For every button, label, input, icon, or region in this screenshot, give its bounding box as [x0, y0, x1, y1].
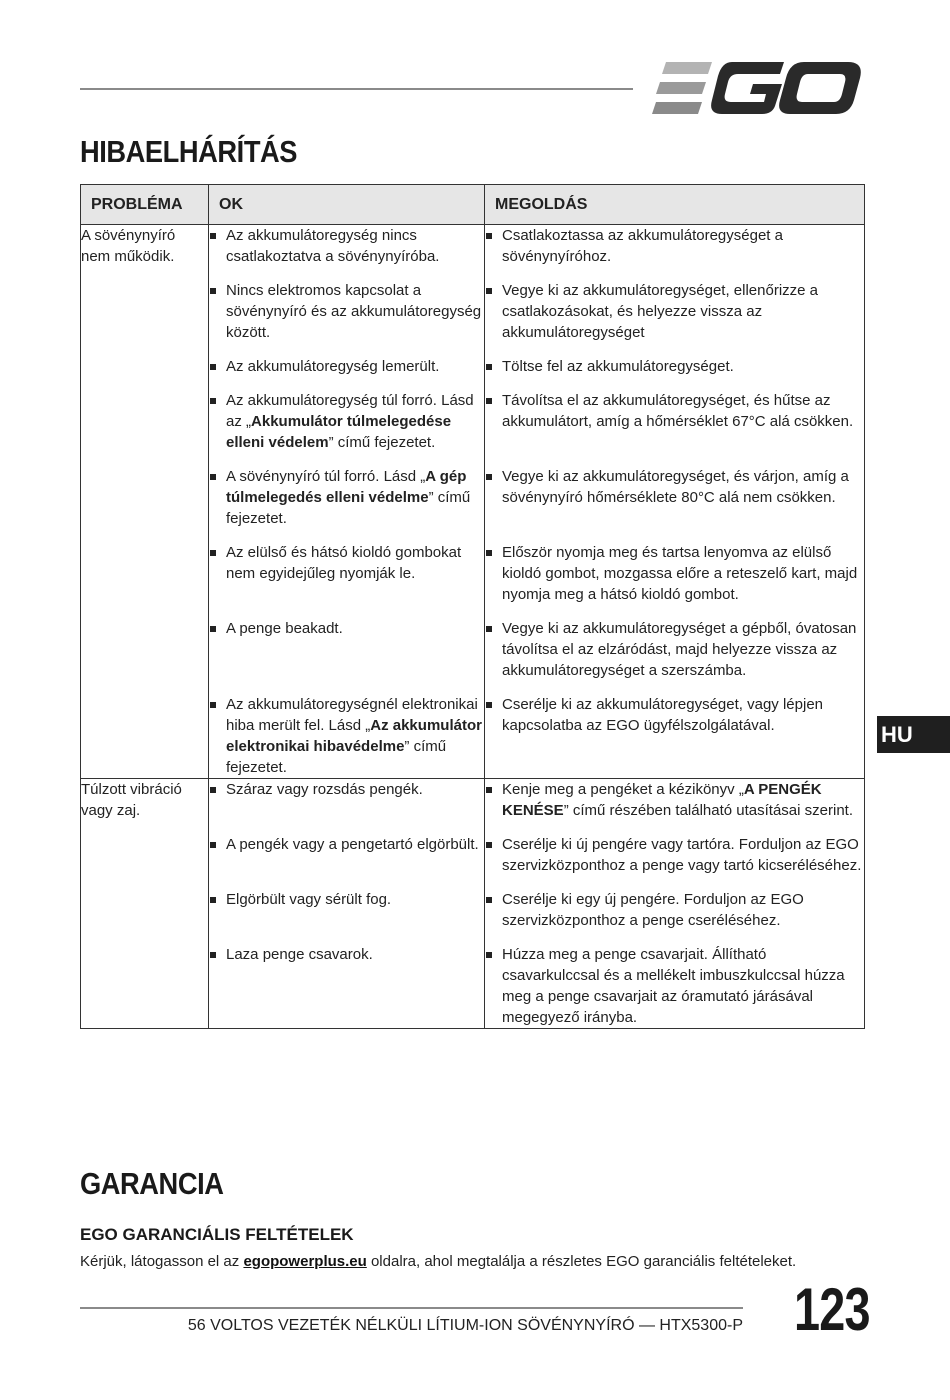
troubleshooting-title: HIBAELHÁRÍTÁS [80, 134, 298, 169]
warranty-title: GARANCIA [80, 1166, 224, 1201]
cause-item: A sövénynyíró túl forró. Lásd „A gép túlmelegedés elleni védelme” című fejezetet. [209, 466, 484, 529]
page-number: 123 [794, 1276, 870, 1343]
footer-product-title: 56 VOLTOS VEZETÉK NÉLKÜLI LÍTIUM-ION SÖVÉNYNYÍRÓ — HTX5300-P [187, 1317, 743, 1334]
warranty-text-before: Kérjük, látogasson el az [80, 1253, 244, 1270]
cause-item: Laza penge csavarok. [209, 944, 484, 1028]
warranty-text-after: oldalra, ahol megtalálja a részletes EGO garanciális feltételeket. [366, 1253, 797, 1270]
cause-item: Az akkumulátoregység túl forró. Lásd az „Akkumulátor túlmelegedése elleni védelem” című fejezetet. [209, 390, 484, 453]
header-rule [80, 88, 633, 90]
cause-item: Az akkumulátoregységnél elektronikai hiba merült fel. Lásd „Az akkumulátor elektronikai hibavédelme” című fejezetet. [209, 694, 484, 778]
cause-item: A penge beakadt. [209, 618, 484, 681]
cause-item: A pengék vagy a pengetartó elgörbült. [209, 834, 484, 876]
cause-item: Elgörbült vagy sérült fog. [209, 889, 484, 931]
cause-item: Száraz vagy rozsdás pengék. [209, 779, 484, 821]
solution-item: Húzza meg a penge csavarjait. Állítható csavarkulccsal és a mellékelt imbuszkulccsal húzza meg a penge csavarjait az óramutató járásával megegyező irányba. [485, 944, 864, 1028]
problem-cell: Túlzott vibráció vagy zaj. [81, 779, 209, 1029]
cause-cell [209, 225, 485, 779]
solution-item: Vegye ki az akkumulátoregységet, ellenőrizze a csatlakozásokat, és helyezze vissza az akkumulátoregységet [485, 280, 864, 343]
table-header-row [81, 185, 865, 225]
cause-item: Az akkumulátoregység nincs csatlakoztatva a sövénynyíróba. [209, 225, 484, 267]
solution-item: Cserélje ki új pengére vagy tartóra. Forduljon az EGO szervizközponthoz a penge vagy tartó kicseréléséhez. [485, 834, 864, 876]
cause-cell [209, 779, 485, 1029]
column-header-problem: PROBLÉMA [81, 185, 209, 225]
solution-item: Cserélje ki az akkumulátoregységet, vagy lépjen kapcsolatba az EGO ügyfélszolgálatával. [485, 694, 864, 778]
solution-cell [485, 225, 865, 779]
warranty-link[interactable]: egopowerplus.eu [243, 1253, 367, 1270]
cause-item: Nincs elektromos kapcsolat a sövénynyíró és az akkumulátoregység között. [209, 280, 484, 343]
ego-logo [652, 62, 862, 114]
warranty-text [80, 1253, 796, 1270]
solution-cell [485, 779, 865, 1029]
column-header-cause: OK [209, 185, 485, 225]
cause-item: Az elülső és hátsó kioldó gombokat nem egyidejűleg nyomják le. [209, 542, 484, 605]
problem-cell: A sövénynyíró nem működik. [81, 225, 209, 779]
solution-item: Cserélje ki egy új pengére. Forduljon az EGO szervizközponthoz a penge cseréléséhez. [485, 889, 864, 931]
footer-rule [80, 1307, 743, 1309]
cause-item: Az akkumulátoregység lemerült. [209, 356, 484, 377]
warranty-subtitle: EGO GARANCIÁLIS FELTÉTELEK [80, 1225, 354, 1244]
table-row [81, 779, 865, 1029]
troubleshooting-table [80, 184, 865, 1029]
language-tab: HU [877, 716, 950, 753]
solution-item: Töltse fel az akkumulátoregységet. [485, 356, 864, 377]
solution-item: Kenje meg a pengéket a kézikönyv „A PENGÉK KENÉSE” című részében található utasításai szerint. [485, 779, 864, 821]
solution-item: Csatlakoztassa az akkumulátoregységet a sövénynyíróhoz. [485, 225, 864, 267]
solution-item: Távolítsa el az akkumulátoregységet, és hűtse az akkumulátort, amíg a hőmérséklet 67°C alá csökken. [485, 390, 864, 453]
solution-item: Vegye ki az akkumulátoregységet, és várjon, amíg a sövénynyíró hőmérséklete 80°C alá nem csökken. [485, 466, 864, 529]
solution-item: Először nyomja meg és tartsa lenyomva az elülső kioldó gombot, mozgassa előre a reteszelő kart, majd nyomja meg a hátsó kioldó gombot. [485, 542, 864, 605]
column-header-solution: MEGOLDÁS [485, 185, 865, 225]
solution-item: Vegye ki az akkumulátoregységet a gépből, óvatosan távolítsa el az elzáródást, majd helyezze vissza az akkumulátoregységet a szerszámba. [485, 618, 864, 681]
troubleshooting-body [81, 225, 865, 1029]
table-row [81, 225, 865, 779]
